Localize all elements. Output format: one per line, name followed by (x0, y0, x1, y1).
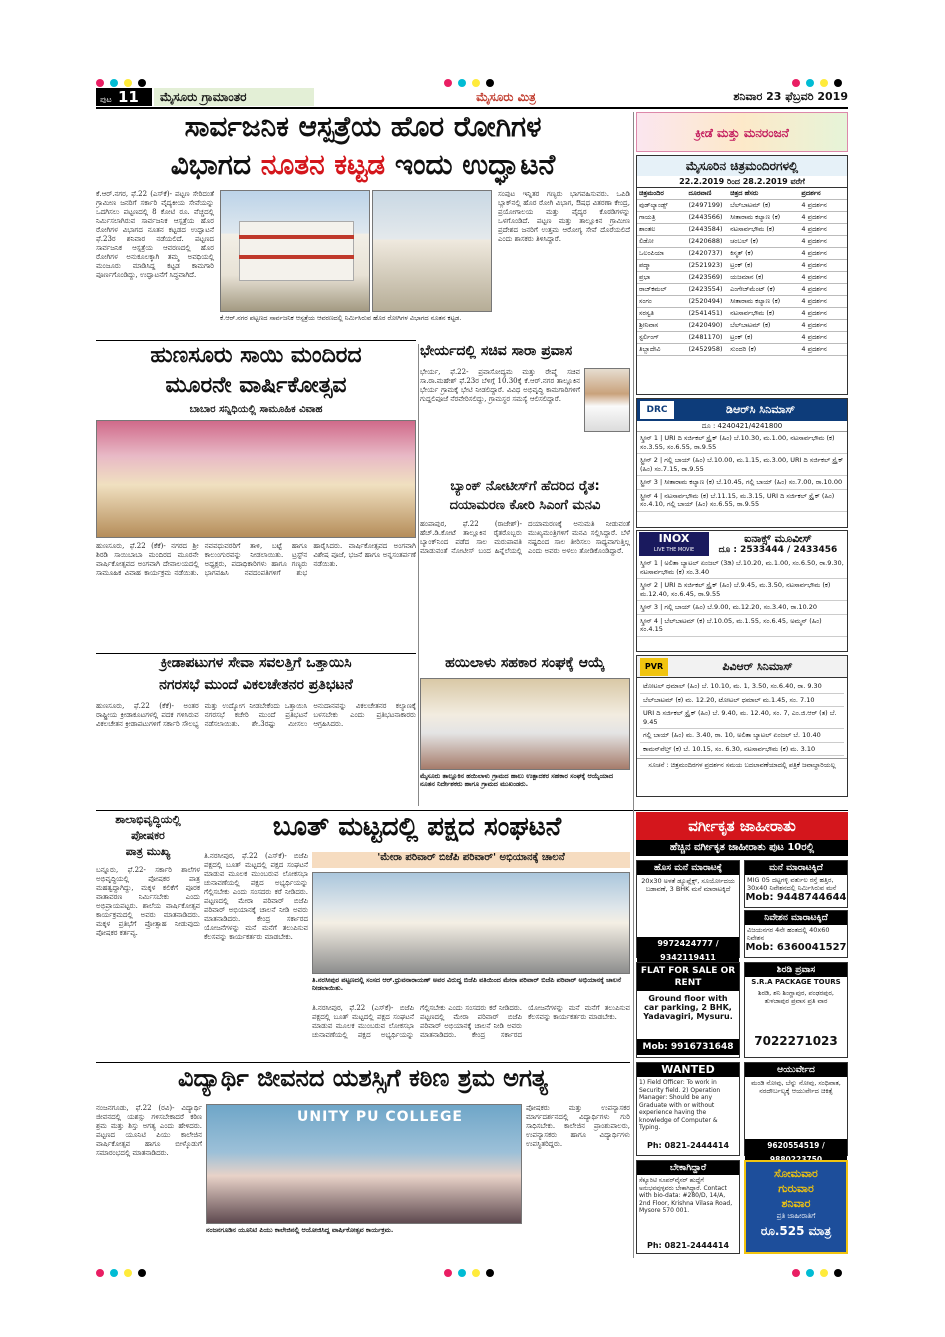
pvr-cinemas (636, 655, 848, 797)
rate-day-2: ಗುರುವಾರ (778, 1182, 814, 1195)
headline-part-highlight: ನೂತನ ಕಟ್ಟಡ (260, 148, 386, 181)
student-headline: ವಿದ್ಯಾರ್ಥಿ ಜೀವನದ ಯಶಸ್ಸಿಗೆ ಕಠಿಣ ಶ್ರಮ ಅಗತ್ಯ (178, 1064, 548, 1092)
ad-wanted-body: 1) Field Officer: To work in Security field. 2) Operation Manager: Should be any Graduate with or without experience having the knowledge of Computer & Typing. (639, 1079, 721, 1131)
rate-label: ಪ್ರತಿ ಜಾಹೀರಾತಿಗೆ (776, 1212, 816, 1220)
lead-headline-line1: ಸಾರ್ವಜನಿಕ ಆಸ್ಪತ್ರೆಯ ಹೊರ ರೋಗಿಗಳ (184, 110, 542, 143)
school-headline-line3: ಪಾತ್ರ ಮುಖ್ಯ (125, 845, 171, 858)
rate-value: ರೂ.525 ಮಾತ್ರ (760, 1224, 832, 1238)
ad-job-phone: Ph: 0821-2444414 (646, 1241, 730, 1250)
masthead-rule (96, 107, 848, 109)
paper-name: ಮೈಸೂರು ಮಿತ್ರ (476, 90, 536, 104)
hunsur-headline-line2: ಮೂರನೇ ವಾರ್ಷಿಕೋತ್ಸವ (165, 373, 347, 398)
rate-day-3: ಶನಿವಾರ (781, 1197, 811, 1210)
ad-shirdi-sub: S.R.A PACKAGE TOURS (751, 978, 841, 986)
ad-plot-phone: Mob: 6360041527 (745, 942, 847, 953)
drc-logo: DRC (640, 401, 674, 419)
lead-headline-line2 (96, 150, 630, 186)
section-name: ಮೈಸೂರು ಗ್ರಾಮಾಂತರ (154, 88, 314, 106)
student-caption: ನಂಜನಗೂಡಿನ ಯೂನಿಟಿ ಪಿಯು ಕಾಲೇಜಿನಲ್ಲಿ ಆಯೋಜಿಸಿದ್ದ ವಾರ್ಷಿಕೋತ್ಸವ ಕಾರ್ಯಕ್ರಮ. (206, 1226, 394, 1234)
lead-photo-caption: ಕೆ.ಆರ್.ನಗರ ಪಟ್ಟಣದ ಸಾರ್ವಜನಿಕ ಆಸ್ಪತ್ರೆಯ ಆವರಣದಲ್ಲಿ ನಿರ್ಮಿಸಿರುವ ಹೊರ ರೋಗಿಗಳ ವಿಭಾಗದ ನೂತನ ಕಟ್ಟಡ. (220, 314, 462, 322)
ad-flat-title: FLAT FOR SALE OR RENT (637, 963, 739, 991)
inox-screen-row: ಸ್ಕ್ರೀನ್ 2 | URI ದಿ ಸರ್ಜಿಕಲ್ ಸ್ಟ್ರೈಕ್ (ಹಿಂ) ಬೆ.9.45, ಮ.3.50, ನಟಸಾರ್ವಭೌಮ (ಕ) ಮ.12.40, ಸಂ.6.45, ರಾ.9.55 (637, 579, 847, 601)
inox-screen-row: ಸ್ಕ್ರೀನ್ 3 | ಗಲ್ಲಿ ಬಾಯ್ (ಹಿಂ) ಬೆ.9.00, ಮ.12.20, ಸಂ.3.40, ರಾ.10.20 (637, 601, 847, 615)
ad-site-sale-title: ಮನೆ ಮಾರಾಟಕ್ಕಿದೆ (745, 861, 847, 875)
inox-screen-row: ಸ್ಕ್ರೀನ್ 1 | ಅಲಿತಾ ಬ್ಯಾಟಲ್ ಏಂಜಲ್ (3ಡಿ) ಬೆ.10.20, ಮ.1.00, ಸಂ.6.50, ರಾ.9.30, ನಟಸಾರ್ವಭೌಮ (ಕ) ಸಂ.3.40 (637, 557, 847, 579)
minister-photo (584, 368, 630, 432)
pvr-lines (637, 678, 847, 758)
ad-plot-sale (744, 910, 848, 958)
sports-banner (636, 112, 848, 152)
athletes-headline-line2: ನಗರಸಭೆ ಮುಂದೆ ವಿಕಲಚೇತನರ ಪ್ರತಿಭಟನೆ (159, 677, 353, 693)
ad-house-sale-title: ಹೊಸ ಮನೆ ಮಾರಾಟಕ್ಕೆ (637, 861, 739, 875)
cinema-row: ಸರಸ್ವತಿ (2541451) ನಟಸಾರ್ವಭೌಮ (ಕ) 4 ಪ್ರದರ್ಶನ (637, 308, 847, 320)
drc-screens (637, 432, 847, 512)
inox-title: ಐನಾಕ್ಸ್ ಮೂವೀಸ್ (744, 532, 812, 545)
cinema-rows (637, 200, 847, 356)
drc-screen-row: ಸ್ಟ್ರೀನ್ 4 | ನಟಸಾರ್ವಭೌಮ (ಕ) ಬೆ.11.15, ಮ.3.15, URI ದಿ ಸರ್ಜಿಕಲ್ ಸ್ಟ್ರೈಕ್ (ಹಿಂ) ಸಂ.4.10, ಗಲ್ಲಿ ಬಾಯ್ (ಹಿಂ) ಸಂ.6.55, ರಾ.9.55 (637, 490, 847, 512)
booth-body-cont (312, 1004, 630, 1058)
cinema-row: ಸ್ಟರ್ಲಿಂಗ್ (2481170) ಟ್ರಂಕ್ (ಕ) 4 ಪ್ರದರ್ಶನ (637, 332, 847, 344)
ad-job (636, 1160, 740, 1254)
drc-phone: ದೂ : 4240421/4241800 (637, 421, 847, 432)
pvr-line: URI ದಿ ಸರ್ಜಿಕಲ್ ಸ್ಟ್ರೈಕ್ (ಹಿಂ) ಬೆ. 9.40, ಮ. 12.40, ಸಂ. 7, ಎಂ.ಜಿ.ಆರ್ (ತ) ಬೆ. 9.45 (640, 707, 844, 729)
booth-body-continued: ತಿ.ನರಸೀಪುರ, ಫೆ.22 (ಎಸ್‌ಕೆ)- ಬಿಜೆಪಿ ಪಕ್ಷದಲ್ಲಿ ಬೂತ್ ಮಟ್ಟದಲ್ಲಿ ಪಕ್ಷದ ಸಂಘಟನೆ ಮಾಡುವ ಮೂಲಕ ಮುಂಬರುವ ಲೋಕಸಭಾ ಚುನಾವಣೆಯಲ್ಲಿ ಪಕ್ಷದ ಅಭ್ಯರ್ಥಿಯನ್ನು ಗೆಲ್ಲಿಸಬೇಕು ಎಂದು ಸಂಸದರು ಕರೆ ನೀಡಿದರು. ಪಟ್ಟಣದಲ್ಲಿ ಮೇರಾ ಪರಿವಾರ್ ಬಿಜೆಪಿ ಪರಿವಾರ್ ಅಭಿಯಾನಕ್ಕೆ ಚಾಲನೆ ನೀಡಿ ಅವರು ಮಾತನಾಡಿದರು. ಕೇಂದ್ರ ಸರ್ಕಾರದ ಯೋಜನೆಗಳನ್ನು ಮನೆ ಮನೆಗೆ ತಲುಪಿಸುವ ಕೆಲಸವನ್ನು ಕಾರ್ಯಕರ್ತರು ಮಾಡಬೇಕು. (312, 1004, 630, 1039)
hospital-photo (220, 190, 370, 312)
cinema-title: ಮೈಸೂರಿನ ಚಿತ್ರಮಂದಿರಗಳಲ್ಲಿ (637, 156, 847, 176)
ad-flat-phone: Mob: 9916731648 (637, 1039, 739, 1055)
inox-tagline: LIVE THE MOVIE (653, 547, 695, 553)
ad-shirdi-phone: 7022271023 (754, 1034, 838, 1048)
booth-kicker: 'ಮೇರಾ ಪರಿವಾರ್ ಬಿಜೆಪಿ ಪರಿವಾರ್' ಅಭಿಯಾನಕ್ಕೆ ಚಾಲನೆ (312, 852, 630, 868)
ad-plot-title: ನಿವೇಶನ ಮಾರಾಟಕ್ಕಿದೆ (745, 911, 847, 925)
wedding-photo (96, 420, 416, 538)
dairy-photo (420, 678, 630, 770)
hunsur-kicker: ಬಾಬಾರ ಸನ್ನಿಧಿಯಲ್ಲಿ ಸಾಮೂಹಿಕ ವಿವಾಹ (189, 404, 323, 415)
ad-ayurveda (744, 1062, 848, 1156)
lead-body-right: ಸಂಪುಟ ಇನ್ನಿತರ ಗಣ್ಯರು ಭಾಗವಹಿಸುವರು. ಒಪಿಡಿ ಬ್ಲಾಕ್‌ನಲ್ಲಿ ಹೊರ ರೋಗಿ ವಿಭಾಗ, ಔಷಧ ವಿತರಣಾ ಕೇಂದ್ರ, ಪ್ರಯೋಗಾಲಯ ಮತ್ತು ವೈದ್ಯರ ಕೊಠಡಿಗಳನ್ನು ಒಳಗೊಂಡಿದೆ. ಪಟ್ಟಣ ಮತ್ತು ತಾಲ್ಲೂಕಿನ ಗ್ರಾಮೀಣ ಪ್ರದೇಶದ ಜನರಿಗೆ ಉತ್ತಮ ಆರೋಗ್ಯ ಸೇವೆ ದೊರೆಯಲಿದೆ ಎಂದು ಶಾಸಕರು ತಿಳಿಸಿದ್ದಾರೆ. (498, 190, 630, 243)
drc-title: ಡಿಆರ್‌ಸಿ ಸಿನಿಮಾಸ್ (726, 403, 795, 416)
drc-cinemas (636, 398, 848, 528)
college-sign: UNITY PU COLLEGE (297, 1109, 463, 1125)
issue-date: ಶನಿವಾರ 23 ಫೆಬ್ರವರಿ 2019 (733, 90, 848, 103)
pvr-note: ಸೂಚನೆ : ಚಿತ್ರಮಂದಿರಗಳ ಪ್ರದರ್ಶನ ಸಮಯ ಬದಲಾವಣೆಯಾದಲ್ಲಿ ಪತ್ರಿಕೆ ಜವಾಬ್ದಾರಿಯಲ್ಲ (637, 758, 847, 772)
pvr-line: ಬೆಲ್‌ಬಾಟಮ್ (ಕ) ಮ. 12.20, ಟೋಟಲ್ ಧಮಾಲ್ ಮ.1.45, ಸಂ. 7.10 (640, 694, 844, 708)
ad-flat (636, 962, 740, 1058)
headline-part-c: ಇಂದು ಉದ್ಘಾಟನೆ (394, 148, 556, 181)
dairy-caption: ಮೈಸೂರು ತಾಲ್ಲೂಕಿನ ಹಯಿಲಾಳು ಗ್ರಾಮದ ಹಾಲು ಉತ್ಪಾದಕರ ಸಹಕಾರ ಸಂಘಕ್ಕೆ ಆಯ್ಕೆಯಾದ ನೂತನ ನಿರ್ದೇಶಕರು ಹಾಗೂ ಗ್ರಾಮದ ಮುಖಂಡರು. (420, 772, 614, 788)
ad-house-sale (636, 860, 740, 962)
ad-wanted (636, 1062, 740, 1156)
school-body: ಬನ್ನೂರು, ಫೆ.22- ಸರ್ಕಾರಿ ಶಾಲೆಗಳ ಅಭಿವೃದ್ಧಿಯಲ್ಲಿ ಪೋಷಕರ ಪಾತ್ರ ಮಹತ್ವದ್ದಾಗಿದ್ದು, ಮಕ್ಕಳ ಕಲಿಕೆಗೆ ಪೂರಕ ವಾತಾವರಣ ನಿರ್ಮಿಸಬೇಕು ಎಂದು ಅಭಿಪ್ರಾಯಪಟ್ಟರು. ಶಾಲೆಯ ವಾರ್ಷಿಕೋತ್ಸವ ಕಾರ್ಯಕ್ರಮದಲ್ಲಿ ಅವರು ಮಾತನಾಡಿದರು. ಮಕ್ಕಳ ಪ್ರತಿಭೆಗೆ ಪ್ರೋತ್ಸಾಹ ನೀಡುವುದು ಪೋಷಕರ ಕರ್ತವ್ಯ. (96, 866, 200, 937)
bank-headline-line1: ಬ್ಯಾಂಕ್ ನೋಟೀಸ್‌ಗೆ ಹೆದರಿದ ರೈತ: (450, 479, 600, 494)
ad-ayurveda-body: ಮಂಡಿ ನೋವು, ಬೆನ್ನು ನೋವು, ಸಂಧಿವಾತ, ನರದೌರ್ಬಲ್ಯಕ್ಕೆ ಆಯುರ್ವೇದ ಚಿಕಿತ್ಸೆ (751, 1079, 841, 1095)
cinema-row: ವುಡ್‌ಲ್ಯಾಂಡ್ಸ್ (2497199) ಬೆಲ್‌ಬಾಟಮ್ (ಕ) 4 ಪ್ರದರ್ಶನ (637, 200, 847, 212)
cinema-row: ರಾಜ್‌ಕಮಲ್ (2423554) ಎಂಗೇಜ್‌ಮೆಂಟ್ (ಕ) 4 ಪ್ರದರ್ಶನ (637, 284, 847, 296)
bank-body: ಹಂಪಾಪುರ, ಫೆ.22 (ರಾಜೇಶ್)- ಹೆಚ್.ಡಿ.ಕೋಟೆ ತಾಲ್ಲೂಕಿನ ರೈತರೊಬ್ಬರು ಬ್ಯಾಂಕ್‌ನಿಂದ ಪಡೆದ ಸಾಲ ಮರುಪಾವತಿ ಮಾಡುವಂತೆ ನೋಟೀಸ್ ಬಂದ ಹಿನ್ನೆಲೆಯಲ್ಲಿ ದಯಾಮರಣಕ್ಕೆ ಅನುಮತಿ ನೀಡುವಂತೆ ಮುಖ್ಯಮಂತ್ರಿಗಳಿಗೆ ಮನವಿ ಸಲ್ಲಿಸಿದ್ದಾರೆ. ಬೆಳೆ ನಷ್ಟದಿಂದ ಸಾಲ ತೀರಿಸಲು ಸಾಧ್ಯವಾಗುತ್ತಿಲ್ಲ ಎಂದು ಅವರು ಅಳಲು ತೋಡಿಕೊಂಡಿದ್ದಾರೆ. (420, 520, 630, 555)
cinema-listing (636, 155, 848, 395)
inox-movies (636, 530, 848, 652)
sports-banner-text: ಕ್ರೀಡೆ ಮತ್ತು ಮನರಂಜನೆ (695, 126, 789, 140)
inox-screens (637, 557, 847, 637)
ad-site-sale (744, 860, 848, 908)
registration-marks-bottom (96, 1262, 848, 1272)
lead-body-left: ಕೆ.ಆರ್.ನಗರ, ಫೆ.22 (ಎಸ್‌ಕೆ)- ಪಟ್ಟಣ ಸೇರಿದಂತೆ ಗ್ರಾಮೀಣ ಜನರಿಗೆ ಸರ್ಕಾರಿ ವೈದ್ಯಕೀಯ ಸೇವೆಯನ್ನು ಒದಗಿಸಲು ಪಟ್ಟಣದಲ್ಲಿ 8 ಕೋಟಿ ರೂ. ವೆಚ್ಚದಲ್ಲಿ ನಿರ್ಮಿಸಲಾಗಿರುವ ಸಾರ್ವಜನಿಕ ಆಸ್ಪತ್ರೆಯ ಹೊರ ರೋಗಿಗಳ ವಿಭಾಗದ ನೂತನ ಕಟ್ಟಡದ ಉದ್ಘಾಟನೆ ಫೆ.23ರ ಶನಿವಾರ ನಡೆಯಲಿದೆ. ಪಟ್ಟಣದ ಸಾರ್ವಜನಿಕ ಆಸ್ಪತ್ರೆಯ ಆವರಣದಲ್ಲಿ ಹೊರ ರೋಗಿಗಳ ಅನುಕೂಲಕ್ಕಾಗಿ ತಮ್ಮ ಅವಧಿಯಲ್ಲಿ ಮಂಜೂರು ಮಾಡಿಸಿದ್ದ ಕಟ್ಟಡ ಕಾಮಗಾರಿ ಪೂರ್ಣಗೊಂಡಿದ್ದು, ಉದ್ಘಾಟನೆಗೆ ಸಿದ್ಧವಾಗಿದೆ. (96, 190, 214, 279)
dairy-headline: ಹಯಿಲಾಳು ಸಹಕಾರ ಸಂಘಕ್ಕೆ ಆಯ್ಕೆ (445, 655, 605, 671)
ad-ayurveda-title: ಆಯುರ್ವೇದ (745, 1063, 847, 1077)
headline-part-a: ವಿಭಾಗದ (170, 148, 252, 181)
classifieds-banner-text: ವರ್ಗೀಕೃತ ಜಾಹೀರಾತು (688, 817, 796, 835)
drc-screen-row: ಸ್ಟ್ರೀನ್ 2 | ಗಲ್ಲಿ ಬಾಯ್ (ಹಿಂ) ಬೆ.10.00, ಮ.1.15, ಮ.3.00, URI ದಿ ಸರ್ಜಿಕಲ್ ಸ್ಟ್ರೈಕ್ (ಹಿಂ) ಸಂ.7.15, ರಾ.9.55 (637, 454, 847, 476)
inox-logo (639, 532, 709, 556)
cinema-row: ಶಾಂತಲ (2443584) ನಟಸಾರ್ವಭೌಮ (ಕ) 4 ಪ್ರದರ್ಶನ (637, 224, 847, 236)
minister-body: ಭೇರ್ಯ, ಫೆ.22- ಪ್ರವಾಸೋದ್ಯಮ ಮತ್ತು ರೇಷ್ಮೆ ಸಚಿವ ಸಾ.ರಾ.ಮಹೇಶ್ ಫೆ.23ರ ಬೆಳಿಗ್ಗೆ 10.30ಕ್ಕೆ ಕೆ.ಆರ್.ನಗರ ತಾಲ್ಲೂಕಿನ ಭೇರ್ಯ ಗ್ರಾಮಕ್ಕೆ ಭೇಟಿ ನೀಡಲಿದ್ದಾರೆ. ವಿವಿಧ ಅಭಿವೃದ್ಧಿ ಕಾಮಗಾರಿಗಳಿಗೆ ಗುದ್ದಲಿಪೂಜೆ ನೆರವೇರಿಸಲಿದ್ದು, ಗ್ರಾಮಸ್ಥರ ಸಮಸ್ಯೆ ಆಲಿಸಲಿದ್ದಾರೆ. (420, 368, 580, 403)
cinema-row: ತಿಬ್ಬಾದೇವಿ (2452958) ಸುಂದರಿ (ಕ) 4 ಪ್ರದರ್ಶನ (637, 344, 847, 356)
drc-screen-row: ಸ್ಕ್ರೀನ್ 1 | URI ದಿ ಸರ್ಜಿಕಲ್ ಸ್ಟ್ರೈಕ್ (ಹಿಂ) ಬೆ.10.30, ಮ.1.00, ನಟಸಾರ್ವಭೌಮ (ಕ) ಸಂ.3.55, ಸಂ.6.55, ರಾ.9.55 (637, 432, 847, 454)
rate-day-1: ಸೋಮವಾರ (774, 1167, 818, 1180)
cinema-row: ಪ್ರಭಾ (2423569) ಯಜಮಾನ (ಕ) 4 ಪ್ರದರ್ಶನ (637, 272, 847, 284)
athletes-headline-line1: ಕ್ರೀಡಾಪಟುಗಳ ಸೇವಾ ಸವಲತ್ತಿಗೆ ಒತ್ತಾಯಿಸಿ (160, 655, 352, 671)
cinema-header-row: ಚಿತ್ರಮಂದಿರ ದೂರವಾಣಿ ಚಿತ್ರದ ಹೆಸರು ಪ್ರದರ್ಶನ (637, 188, 847, 200)
ad-shirdi-title: ಶಿರಡಿ ಪ್ರವಾಸ (745, 963, 847, 977)
classifieds-subbanner: ಹೆಚ್ಚಿನ ವರ್ಗೀಕೃತ ಜಾಹೀರಾತು ಪುಟ 10ರಲ್ಲಿ (636, 840, 848, 856)
masthead (96, 88, 848, 106)
ad-wanted-phone: Ph: 0821-2444414 (646, 1141, 730, 1150)
ad-rate-box (744, 1160, 848, 1254)
page-number: 11 (117, 88, 139, 106)
cinema-row: ಒಲಂಪಿಯಾ (2420737) ಕಿಸ್ಮತ್ (ಕ) 4 ಪ್ರದರ್ಶನ (637, 248, 847, 260)
hunsur-body: ಹುಣಸೂರು, ಫೆ.22 (ಕೆಕೆ)- ನಗರದ ಶ್ರೀ ಶಿರಡಿ ಸಾಯಿಬಾಬಾ ಮಂದಿರದ ಮೂರನೇ ವಾರ್ಷಿಕೋತ್ಸವದ ಅಂಗವಾಗಿ ದೇವಾಲಯದಲ್ಲಿ ಸಾಮೂಹಿಕ ವಿವಾಹ ಕಾರ್ಯಕ್ರಮ ನಡೆಯಿತು. ನವವಧುವರರಿಗೆ ತಾಳಿ, ಬಟ್ಟೆ ಹಾಗೂ ಕಾಲುಂಗುರವನ್ನು ನೀಡಲಾಯಿತು. ಟ್ರಸ್ಟ್‌ನ ಅಧ್ಯಕ್ಷರು, ಪದಾಧಿಕಾರಿಗಳು ಹಾಗೂ ಗಣ್ಯರು ಭಾಗವಹಿಸಿ ನವದಂಪತಿಗಳಿಗೆ ಶುಭ ಹಾರೈಸಿದರು. ವಾರ್ಷಿಕೋತ್ಸವದ ಅಂಗವಾಗಿ ವಿಶೇಷ ಪೂಜೆ, ಭಜನೆ ಹಾಗೂ ಅನ್ನಸಂತರ್ಪಣೆ ನಡೆಯಿತು. (96, 542, 416, 577)
registration-marks-top (96, 72, 848, 82)
inox-brand: INOX (658, 532, 690, 545)
booth-body: ತಿ.ನರಸೀಪುರ, ಫೆ.22 (ಎಸ್‌ಕೆ)- ಬಿಜೆಪಿ ಪಕ್ಷದಲ್ಲಿ ಬೂತ್ ಮಟ್ಟದಲ್ಲಿ ಪಕ್ಷದ ಸಂಘಟನೆ ಮಾಡುವ ಮೂಲಕ ಮುಂಬರುವ ಲೋಕಸಭಾ ಚುನಾವಣೆಯಲ್ಲಿ ಪಕ್ಷದ ಅಭ್ಯರ್ಥಿಯನ್ನು ಗೆಲ್ಲಿಸಬೇಕು ಎಂದು ಸಂಸದರು ಕರೆ ನೀಡಿದರು. ಪಟ್ಟಣದಲ್ಲಿ ಮೇರಾ ಪರಿವಾರ್ ಬಿಜೆಪಿ ಪರಿವಾರ್ ಅಭಿಯಾನಕ್ಕೆ ಚಾಲನೆ ನೀಡಿ ಅವರು ಮಾತನಾಡಿದರು. ಕೇಂದ್ರ ಸರ್ಕಾರದ ಯೋಜನೆಗಳನ್ನು ಮನೆ ಮನೆಗೆ ತಲುಪಿಸುವ ಕೆಲಸವನ್ನು ಕಾರ್ಯಕರ್ತರು ಮಾಡಬೇಕು. (204, 852, 308, 941)
cinema-row: ಪದ್ಮಾ (2521923) ಟ್ರಂಕ್ (ಕ) 4 ಪ್ರದರ್ಶನ (637, 260, 847, 272)
cinema-dates: 22.2.2019 ರಿಂದ 28.2.2019 ವರೆಗೆ (637, 176, 847, 188)
inox-phone: ದೂ : 2533444 / 2433456 (718, 545, 838, 555)
ad-job-body: ಸೆಕ್ಯೂರಿಟಿ ಸೂಪರ್‌ವೈಸರ್ ಹುದ್ದೆಗೆ ಅನುಭವವುಳ್ಳವರು ಬೇಕಾಗಿದ್ದಾರೆ. Contact with bio-data: #280/D, 14/A, 2nd Floor, Krishna Vilasa Road, Mysore 570 001. (639, 1177, 733, 1214)
ad-ayurveda-phone: 9620554519 / (745, 1139, 847, 1167)
pvr-title: ಪಿವಿಆರ್ ಸಿನಿಮಾಸ್ (722, 659, 793, 673)
school-headline-line1: ಶಾಲಾಭಿವೃದ್ಧಿಯಲ್ಲಿ (115, 813, 181, 826)
hunsur-headline-line1: ಹುಣಸೂರು ಸಾಯಿ ಮಂದಿರದ (150, 343, 362, 368)
ad-wanted-title: WANTED (637, 1063, 739, 1077)
student-body-right: ಪೋಷಕರು ಮತ್ತು ಉಪನ್ಯಾಸಕರ ಮಾರ್ಗದರ್ಶನದಲ್ಲಿ ವಿದ್ಯಾರ್ಥಿಗಳು ಗುರಿ ಸಾಧಿಸಬೇಕು. ಕಾಲೇಜಿನ ಪ್ರಾಂಶುಪಾಲರು, ಉಪನ್ಯಾಸಕರು ಹಾಗೂ ವಿದ್ಯಾರ್ಥಿಗಳು ಉಪಸ್ಥಿತರಿದ್ದರು. (526, 1104, 630, 1148)
pvr-logo: PVR (640, 658, 668, 676)
college-photo (206, 1104, 522, 1224)
school-headline-line2: ಪೋಷಕರ (131, 829, 165, 842)
ad-site-sale-phone: Mob: 9448744644 (745, 892, 847, 903)
classifieds-banner (636, 812, 848, 840)
cinema-row: ಗಾಯತ್ರಿ (2443566) ಸೀತಾರಾಮ ಕಲ್ಯಾಣ (ಕ) 4 ಪ್ರದರ್ಶನ (637, 212, 847, 224)
ad-shirdi-body: ಶಿರಡಿ, ಶನಿ ಶಿಂಗ್ಣಾಪುರ, ಪಂಢರಪುರ, ತುಳಜಾಪುರ ಪ್ರವಾಸ ಪ್ರತಿ ವಾರ (758, 989, 834, 1005)
pvr-line: ಗಲ್ಲಿ ಬಾಯ್ (ಹಿಂ) ಮ. 3.40, ರಾ. 10, ಅಲಿತಾ ಬ್ಯಾಟಲ್ ಏಂಜಲ್ ಬೆ. 10.40 (640, 729, 844, 743)
pvr-line: ಟೋಟಲ್ ಧಮಾಲ್ (ಹಿಂ) ಬೆ. 10.10, ಮ. 1, 3.50, ಸಂ.6.40, ರಾ. 9.30 (640, 680, 844, 694)
booth-caption: ತಿ.ನರಸೀಪುರ ಪಟ್ಟಣದಲ್ಲಿ ಸಂಸದ ಆರ್.ಧ್ರುವನಾರಾಯಣ್ ಅವರ ವಿರುದ್ಧ ಬಿಜೆಪಿ ವತಿಯಿಂದ ಮೇರಾ ಪರಿವಾರ್ ಬಿಜೆಪಿ ಪರಿವಾರ್ ಅಭಿಯಾನಕ್ಕೆ ಚಾಲನೆ ನೀಡಲಾಯಿತು. (312, 976, 621, 992)
ad-job-title: ಬೇಕಾಗಿದ್ದಾರೆ (637, 1161, 739, 1175)
drc-screen-row: ಸ್ಟ್ರೀನ್ 3 | ಸೀತಾರಾಮ ಕಲ್ಯಾಣ (ಕ) ಬೆ.10.45, ಗಲ್ಲಿ ಬಾಯ್ (ಹಿಂ) ಸಂ.7.00, ರಾ.10.00 (637, 476, 847, 490)
athletes-body: ಹುಣಸೂರು, ಫೆ.22 (ಕೆಕೆ)- ಅಂತರ ರಾಷ್ಟ್ರೀಯ ಕ್ರೀಡಾಕೂಟಗಳಲ್ಲಿ ಪದಕ ಗಳಿಸಿರುವ ವಿಕಲಚೇತನ ಕ್ರೀಡಾಪಟುಗಳಿಗೆ ಸರ್ಕಾರಿ ಸೌಲಭ್ಯ ಮತ್ತು ಉದ್ಯೋಗ ನೀಡಬೇಕೆಂದು ಒತ್ತಾಯಿಸಿ ನಗರಸಭೆ ಕಚೇರಿ ಮುಂದೆ ಪ್ರತಿಭಟನೆ ನಡೆಸಲಾಯಿತು. ಶೇ.3ರಷ್ಟು ಮೀಸಲು ಅನುದಾನವನ್ನು ವಿಕಲಚೇತನರ ಕಲ್ಯಾಣಕ್ಕೆ ಬಳಸಬೇಕು ಎಂದು ಪ್ರತಿಭಟನಾಕಾರರು ಆಗ್ರಹಿಸಿದರು. (96, 702, 416, 728)
cinema-row: ಸಂಗಂ (2520494) ಸೀತಾರಾಮ ಕಲ್ಯಾಣ (ಕ) 4 ಪ್ರದರ್ಶನ (637, 296, 847, 308)
ad-site-sale-body: MIG 05 ದಟ್ಟಗಳ್ಳಿ ವರ್ತುಲ ರಸ್ತೆ ಹತ್ತಿರ, 30x40 ನಿವೇಶನದಲ್ಲಿ ನಿರ್ಮಿಸಿರುವ ಮನೆ (747, 876, 837, 891)
booth-photo (312, 872, 630, 974)
ad-house-sale-phone: 9972424777 / 9342119411 (637, 937, 739, 965)
ad-house-sale-body: 20x30 ಅಳತೆ ಡ್ಯೂಪ್ಲೆಕ್ಸ್, ಸೂರ್ಯೋದಯ ಬಡಾವಣೆ, 3 BHK ಮನೆ ಮಾರಾಟಕ್ಕಿದೆ (641, 877, 735, 893)
student-body-left: ನಂಜನಗೂಡು, ಫೆ.22 (ರವಿ)- ವಿದ್ಯಾರ್ಥಿ ಜೀವನದಲ್ಲಿ ಯಶಸ್ಸು ಗಳಿಸಬೇಕಾದರೆ ಕಠಿಣ ಶ್ರಮ ಮತ್ತು ಶಿಸ್ತು ಅಗತ್ಯ ಎಂದು ಹೇಳಿದರು. ಪಟ್ಟಣದ ಯೂನಿಟಿ ಪಿಯು ಕಾಲೇಜಿನ ವಾರ್ಷಿಕೋತ್ಸವ ಹಾಗೂ ಬೀಳ್ಕೊಡುಗೆ ಸಮಾರಂಭದಲ್ಲಿ ಮಾತನಾಡಿದರು. (96, 1104, 202, 1157)
page-label: ಪುಟ (100, 95, 112, 104)
minister-headline: ಭೇರ್ಯದಲ್ಲಿ ಸಚಿವ ಸಾರಾ ಪ್ರವಾಸ (420, 343, 573, 359)
cinema-row: ಶ್ರೀನಿವಾಸ (2420490) ಬೆಲ್‌ಬಾಟಮ್ (ಕ) 4 ಪ್ರದರ್ಶನ (637, 320, 847, 332)
bank-headline-line2: ದಯಾಮರಣ ಕೋರಿ ಸಿಎಂಗೆ ಮನವಿ (449, 498, 601, 513)
inox-screen-row: ಸ್ಕ್ರೀನ್ 4 | ಬೆಲ್‌ಬಾಟಮ್ (ಕ) ಬೆ.10.05, ಮ.1.55, ಸಂ.6.45, ಅಮ್ಮನ್ (ಹಿಂ) ಸಂ.4.15 (637, 615, 847, 637)
ad-plot-body: ವಿಜಯನಗರ 4ನೇ ಹಂತದಲ್ಲಿ 40x60 ನಿವೇಶನ (747, 926, 830, 941)
page-number-badge (96, 88, 152, 106)
booth-headline: ಬೂತ್ ಮಟ್ಟದಲ್ಲಿ ಪಕ್ಷದ ಸಂಘಟನೆ (272, 812, 562, 842)
ad-flat-body: Ground floor with car parking, 2 BHK, Yadavagiri, Mysuru. (643, 994, 733, 1021)
pvr-line: ಕಾಮನ್‌ವೆಲ್ತ್ (ಕ) ಬೆ. 10.15, ಸಂ. 6.30, ನಟಸಾರ್ವಭೌಮ (ಕ) ಮ. 3.10 (640, 743, 844, 757)
hospital-photo-2 (372, 190, 492, 312)
ad-shirdi (744, 962, 848, 1058)
cinema-row: ಲಿಡೋ (2420688) ಚಂಬಲ್ (ಕ) 4 ಪ್ರದರ್ಶನ (637, 236, 847, 248)
